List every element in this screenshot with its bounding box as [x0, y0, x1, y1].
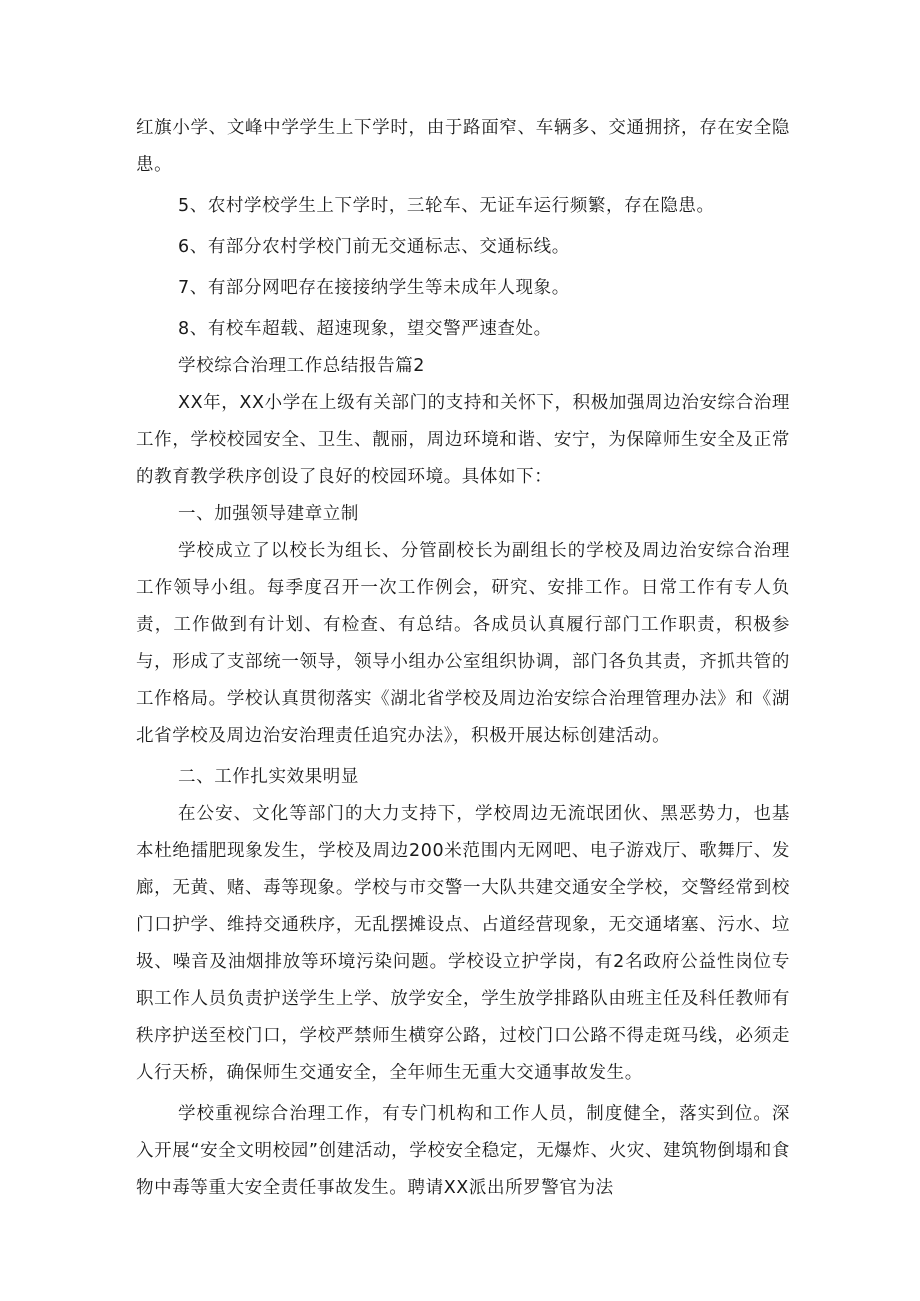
section-title: 学校综合治理工作总结报告篇2 — [178, 356, 426, 376]
paragraph-continued: 红旗小学、文峰中学学生上下学时，由于路面窄、车辆多、交通拥挤，存在安全隐患。 — [136, 118, 790, 175]
paragraph-effects: 在公安、文化等部门的大力支持下，学校周边无流氓团伙、黑恶势力，也基本杜绝擂肥现象发生，学校及周边200米范围内无网吧、电子游戏厅、歌舞厅、发廊，无黄、赌、毒等现象。学校与市交警一大队共建交通安全学校，交警经常到校门口护学、维持交通秩序，无乱摆摊设点、占道经营现象，无交通堵塞、污水、垃圾、噪音及油烟排放等环境污染问题。学校设立护学岗，有2名政府公益性岗位专职工作人员负责护送学生上学、放学安全，学生放学排路队由班主任及科任教师有秩序护送至校门口，学校严禁师生横穿公路，过校门口公路不得走斑马线，必须走人行天桥，确保师生交通安全，全年师生无重大交通事故发生。 — [136, 804, 790, 1083]
document-body — [136, 110, 790, 1207]
list-item-8: 8、有校车超载、超速现象，望交警严速查处。 — [178, 319, 552, 339]
list-item-7: 7、有部分网吧存在接接纳学生等未成年人现象。 — [178, 278, 570, 298]
paragraph-safety: 学校重视综合治理工作，有专门机构和工作人员，制度健全，落实到位。深入开展“安全文明校园”创建活动，学校安全稳定，无爆炸、火灾、建筑物倒塌和食物中毒等重大安全责任事故发生。聘请XX派出所罗警官为法 — [136, 1104, 790, 1198]
subheading-1: 一、加强领导建章立制 — [178, 504, 359, 524]
paragraph-leadership: 学校成立了以校长为组长、分管副校长为副组长的学校及周边治安综合治理工作领导小组。每季度召开一次工作例会，研究、安排工作。日常工作有专人负责，工作做到有计划、有检查、有总结。各成员认真履行部门工作职责，积极参与，形成了支部统一领导，领导小组办公室组织协调，部门各负其责，齐抓共管的工作格局。学校认真贯彻落实《湖北省学校及周边治安综合治理管理办法》和《湖北省学校及周边治安治理责任追究办法》，积极开展达标创建活动。 — [136, 541, 790, 746]
subheading-2: 二、工作扎实效果明显 — [178, 767, 359, 787]
list-item-6: 6、有部分农村学校门前无交通标志、交通标线。 — [178, 237, 570, 257]
paragraph-intro: XX年，XX小学在上级有关部门的支持和关怀下，积极加强周边治安综合治理工作，学校校园安全、卫生、靓丽，周边环境和谐、安宁，为保障师生安全及正常的教育教学秩序创设了良好的校园环境。具体如下： — [136, 393, 790, 487]
list-item-5: 5、农村学校学生上下学时，三轮车、无证车运行频繁，存在隐患。 — [178, 196, 715, 216]
